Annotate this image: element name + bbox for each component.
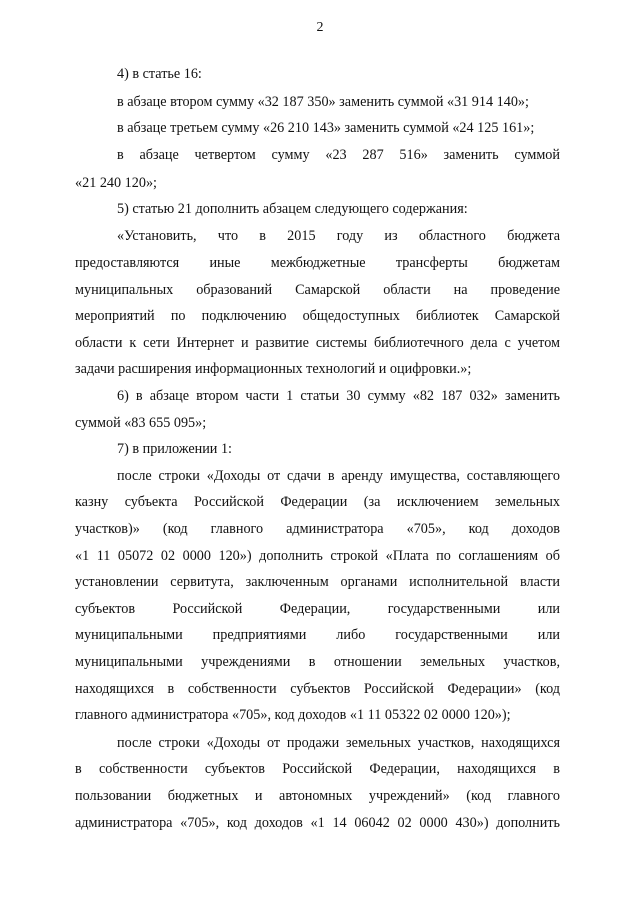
- text-line: муниципальными учреждениями в отношении земельных участков,: [75, 654, 560, 670]
- text-line: 5) статью 21 дополнить абзацем следующего содержания:: [117, 201, 468, 217]
- text-line: муниципальными предприятиями либо государственными или: [75, 627, 560, 643]
- text-line: администратора «705», код доходов «1 14 06042 02 0000 430») дополнить: [75, 815, 560, 831]
- text-line: муниципальных образований Самарской области на проведение: [75, 282, 560, 298]
- text-line: субъектов Российской Федерации, государственными или: [75, 601, 560, 617]
- text-line: 7) в приложении 1:: [117, 441, 232, 457]
- text-line: казну субъекта Российской Федерации (за исключением земельных: [75, 494, 560, 510]
- text-line: участков)» (код главного администратора «705», код доходов: [75, 521, 560, 537]
- text-line: в собственности субъектов Российской Федерации, находящихся в: [75, 761, 560, 777]
- text-line: области к сети Интернет и развитие системы библиотечного дела с учетом: [75, 335, 560, 351]
- text-line: в абзаце втором сумму «32 187 350» заменить суммой «31 914 140»;: [117, 94, 529, 110]
- text-line: суммой «83 655 095»;: [75, 415, 207, 431]
- text-line: находящихся в собственности субъектов Российской Федерации» (код: [75, 681, 560, 697]
- page-number: 2: [316, 20, 324, 35]
- text-line: «1 11 05072 02 0000 120») дополнить строкой «Плата по соглашениям об: [75, 548, 560, 564]
- text-line: в абзаце третьем сумму «26 210 143» заменить суммой «24 125 161»;: [117, 120, 535, 136]
- text-line: главного администратора «705», код доходов «1 11 05322 02 0000 120»);: [75, 707, 511, 723]
- text-line: мероприятий по подключению общедоступных библиотек Самарской: [75, 308, 560, 324]
- text-line: «Установить, что в 2015 году из областного бюджета: [117, 228, 560, 244]
- text-line: пользовании бюджетных и автономных учреждений» (код главного: [75, 788, 560, 804]
- text-line: задачи расширения информационных технологий и оцифровки.»;: [75, 361, 472, 377]
- text-line: в абзаце четвертом сумму «23 287 516» заменить суммой: [117, 147, 560, 163]
- text-line: после строки «Доходы от продажи земельных участков, находящихся: [117, 735, 560, 751]
- text-line: «21 240 120»;: [75, 175, 157, 191]
- text-line: после строки «Доходы от сдачи в аренду имущества, составляющего: [117, 468, 560, 484]
- text-line: установлении сервитута, заключенным органами исполнительной власти: [75, 574, 560, 590]
- text-line: предоставляются иные межбюджетные трансферты бюджетам: [75, 255, 560, 271]
- text-line: 4) в статье 16:: [117, 66, 202, 82]
- text-line: 6) в абзаце втором части 1 статьи 30 сумму «82 187 032» заменить: [117, 388, 560, 404]
